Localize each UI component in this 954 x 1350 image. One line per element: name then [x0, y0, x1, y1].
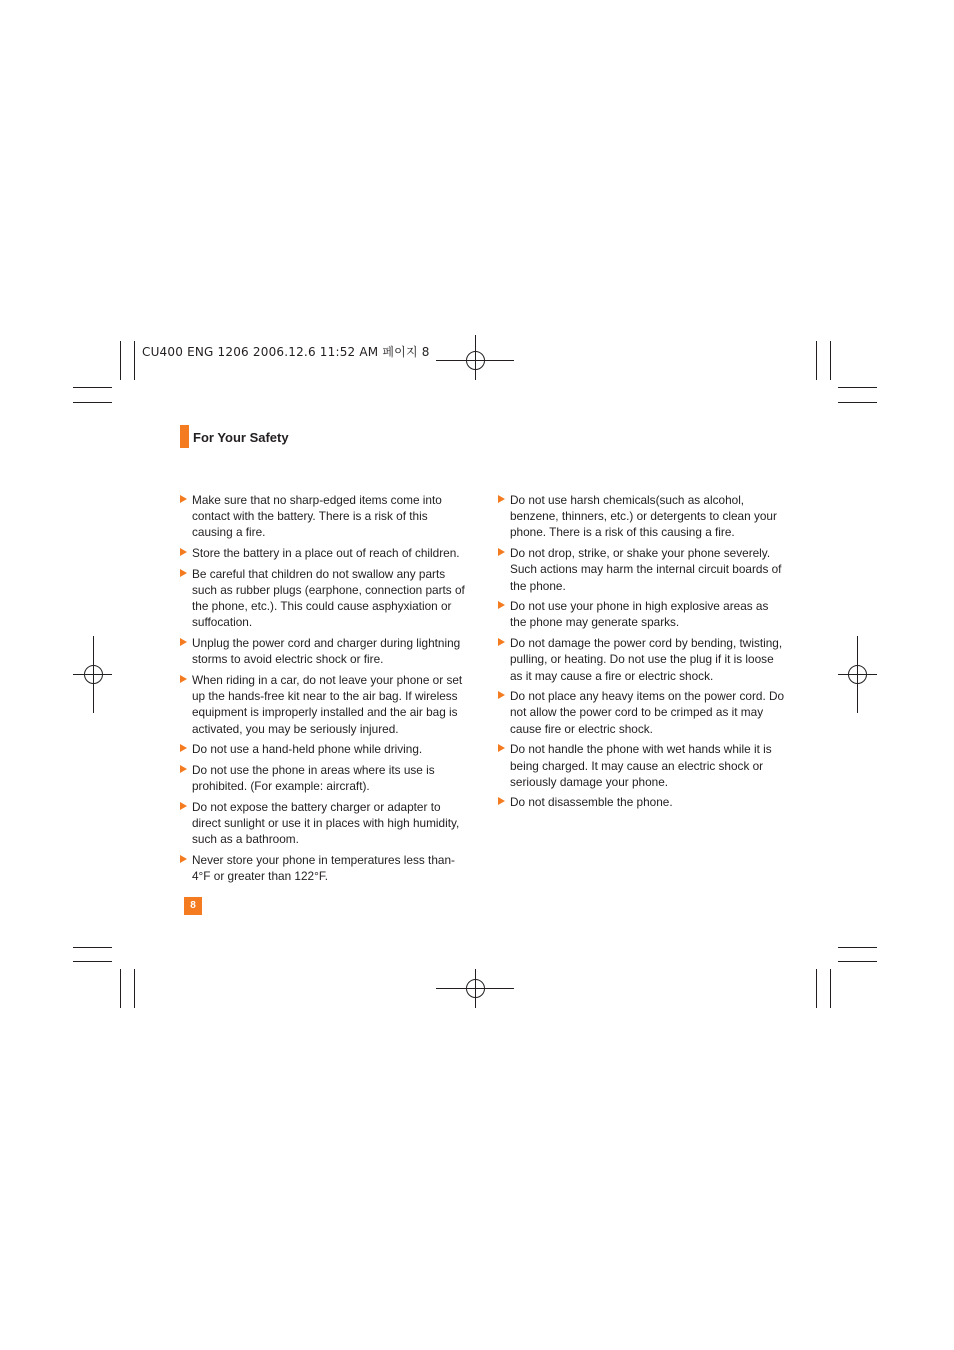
- list-item-text: Store the battery in a place out of reach of children.: [192, 546, 460, 561]
- list-item-text: Be careful that children do not swallow any parts such as rubber plugs (earphone, connection parts of the phone, etc.). This could cause asphyxiation or suffocation.: [192, 566, 465, 630]
- list-item-text: Do not use your phone in high explosive areas as the phone may generate sparks.: [510, 599, 769, 630]
- list-item-text: Do not use the phone in areas where its use is prohibited. (For example: aircraft).: [192, 763, 435, 794]
- list-item-text: Do not expose the battery charger or adapter to direct sunlight or use it in places with high humidity, such as a bathroom.: [192, 799, 460, 847]
- list-item: [180, 799, 470, 848]
- list-item-text: Do not place any heavy items on the power cord. Do not allow the power cord to be crimped as it may cause fire or electric shock.: [510, 689, 785, 736]
- triangle-bullet-icon: [498, 744, 505, 752]
- list-item-text: Do not disassemble the phone.: [510, 795, 673, 810]
- print-slug-header: CU400 ENG 1206 2006.12.6 11:52 AM 페이지 8: [142, 345, 430, 359]
- list-item: [498, 635, 788, 684]
- triangle-bullet-icon: [180, 675, 187, 683]
- registration-target-top: [436, 335, 514, 380]
- section-accent-bar: [180, 425, 189, 448]
- triangle-bullet-icon: [498, 691, 505, 699]
- crop-mark-top-right: [817, 341, 878, 403]
- list-item: [180, 672, 470, 737]
- list-item: [498, 598, 788, 630]
- list-item: [498, 688, 788, 737]
- list-item-text: Do not handle the phone with wet hands while it is being charged. It may cause an electric shock or seriously damage your phone.: [510, 742, 772, 789]
- triangle-bullet-icon: [180, 548, 187, 556]
- list-item-text: Never store your phone in temperatures less than-4°F or greater than 122°F.: [192, 853, 455, 884]
- triangle-bullet-icon: [498, 638, 505, 646]
- list-item: [180, 635, 470, 667]
- list-item: [180, 762, 470, 794]
- section-title: For Your Safety: [193, 430, 289, 445]
- list-item-text: Do not damage the power cord by bending, twisting, pulling, or heating. Do not use the plug if it is loose as it may cause a fire or electric shock.: [510, 636, 783, 683]
- triangle-bullet-icon: [180, 569, 187, 577]
- list-item: [498, 545, 788, 594]
- list-item-text: Do not use harsh chemicals(such as alcohol, benzene, thinners, etc.) or detergents to clean your phone. There is a risk of this causing a fire.: [510, 493, 777, 540]
- list-item: [180, 492, 470, 541]
- registration-target-right: [838, 636, 877, 713]
- list-item-text: Do not drop, strike, or shake your phone severely. Such actions may harm the internal circuit boards of the phone.: [510, 546, 782, 593]
- safety-list-left: [180, 492, 470, 889]
- triangle-bullet-icon: [498, 495, 505, 503]
- triangle-bullet-icon: [180, 638, 187, 646]
- crop-mark-top-left: [73, 341, 135, 403]
- registration-target-bottom: [436, 969, 514, 1008]
- list-item: [180, 852, 470, 884]
- triangle-bullet-icon: [498, 548, 505, 556]
- list-item: [180, 545, 470, 561]
- list-item-text: Make sure that no sharp-edged items come into contact with the battery. There is a risk of this causing a fire.: [192, 493, 442, 540]
- registration-target-left: [73, 636, 112, 713]
- triangle-bullet-icon: [180, 855, 187, 863]
- list-item-text: Unplug the power cord and charger during lightning storms to avoid electric shock or fire.: [192, 636, 461, 667]
- list-item-text: When riding in a car, do not leave your phone or set up the hands-free kit near to the air bag. If wireless equipment is improperly installed and the air bag is activated, you may be seriously injured.: [192, 673, 463, 736]
- triangle-bullet-icon: [498, 601, 505, 609]
- safety-list-right: [498, 492, 788, 815]
- triangle-bullet-icon: [180, 802, 187, 810]
- crop-mark-bottom-right: [817, 948, 878, 1009]
- list-item: [498, 492, 788, 541]
- triangle-bullet-icon: [498, 797, 505, 805]
- page-number-badge: 8: [184, 897, 202, 915]
- triangle-bullet-icon: [180, 495, 187, 503]
- list-item-text: Do not use a hand-held phone while driving.: [192, 742, 423, 757]
- triangle-bullet-icon: [180, 744, 187, 752]
- list-item: [180, 741, 470, 757]
- list-item: [180, 566, 470, 631]
- list-item: [498, 794, 788, 810]
- list-item: [498, 741, 788, 790]
- triangle-bullet-icon: [180, 765, 187, 773]
- crop-mark-bottom-left: [73, 948, 135, 1009]
